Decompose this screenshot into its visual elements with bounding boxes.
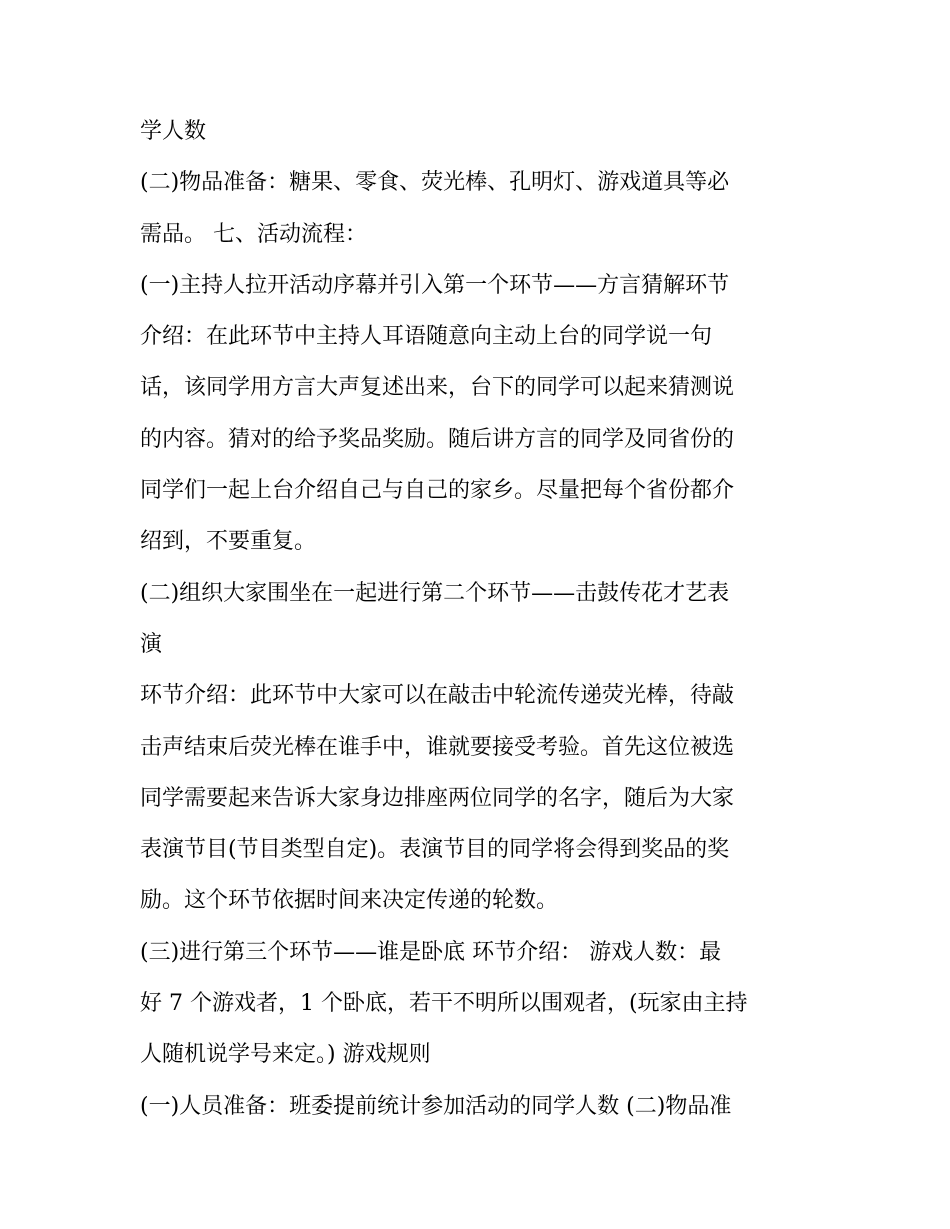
text-line-1: 学人数 — [140, 119, 207, 144]
text-line-12: 环节介绍：此环节中大家可以在敲击中轮流传递荧光棒，待敲 — [140, 683, 735, 709]
text-line-17: (三)进行第三个环节——谁是卧底 环节介绍： 游戏人数：最 — [140, 939, 722, 965]
text-line-13: 击声结束后荧光棒在谁手中，谁就要接受考验。首先这位被选 — [140, 734, 735, 760]
text-line-4: (一)主持人拉开活动序幕并引入第一个环节——方言猜解环节 — [140, 272, 730, 298]
text-line-16: 励。这个环节依据时间来决定传递的轮数。 — [140, 888, 559, 914]
text-line-8: 同学们一起上台介绍自己与自己的家乡。尽量把每个省份都介 — [140, 478, 735, 504]
text-line-5: 介绍：在此环节中主持人耳语随意向主动上台的同学说一句 — [140, 324, 713, 350]
text-line-14: 同学需要起来告诉大家身边排座两位同学的名字，随后为大家 — [140, 785, 735, 811]
document-body — [140, 106, 820, 1132]
text-line-7: 的内容。猜对的给予奖品奖励。随后讲方言的同学及同省份的 — [140, 426, 735, 452]
text-line-3: 需品。 七、活动流程： — [140, 221, 367, 247]
text-line-10: (二)组织大家围坐在一起进行第二个环节——击鼓传花才艺表 — [140, 580, 730, 606]
text-line-11: 演 — [140, 631, 163, 657]
text-line-15: 表演节目(节目类型自定)。表演节目的同学将会得到奖品的奖 — [140, 837, 730, 863]
text-line-20: (一)人员准备：班委提前统计参加活动的同学人数 (二)物品准 — [140, 1093, 732, 1119]
text-line-2: (二)物品准备：糖果、零食、荧光棒、孔明灯、游戏道具等必 — [140, 170, 730, 196]
text-line-9: 绍到，不要重复。 — [140, 529, 317, 555]
text-line-18: 好 7 个游戏者，1 个卧底，若干不明所以围观者，(玩家由主持 — [140, 991, 748, 1017]
text-line-19: 人随机说学号来定。) 游戏规则 — [140, 1042, 431, 1068]
text-line-6: 话，该同学用方言大声复述出来，台下的同学可以起来猜测说 — [140, 375, 735, 401]
